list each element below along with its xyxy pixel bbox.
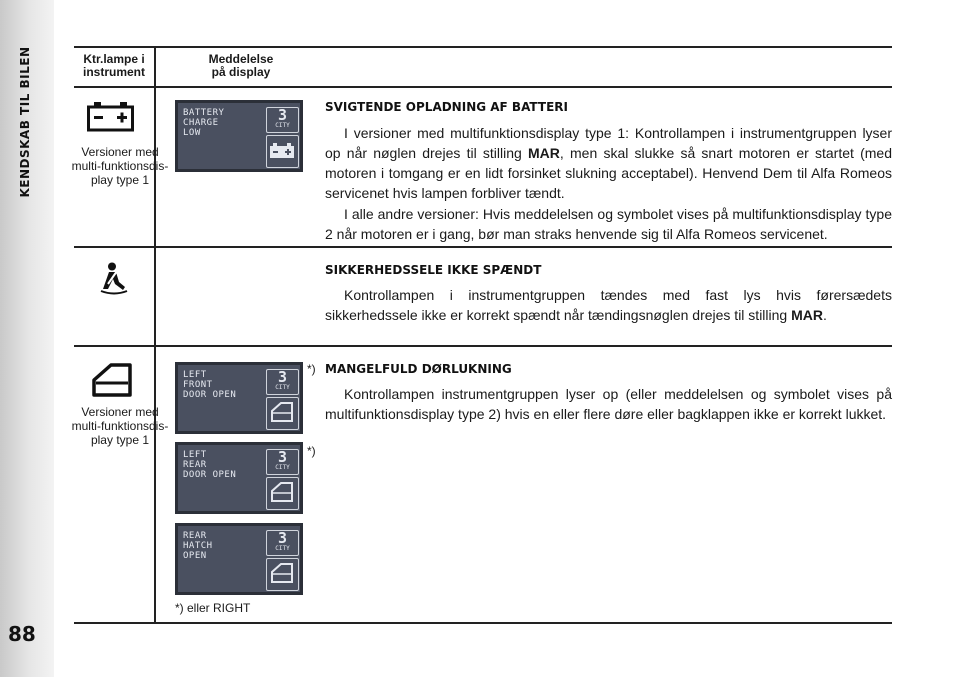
section-paragraph: Kontrollampen instrumentgruppen lyser op (eller meddelelsen og symbolet vises på multifunktionsdisplay type 2) hvis en eller flere døre eller bagklappen ikke er korrekt lukket. xyxy=(325,386,892,422)
paragraph-text: , men skal slukke så snart motoren er startet (med motoren i tomgang er en lidt forsinket slukning acceptabel). Henvend Dem til Alfa Romeos servicenet hvis lampen forbliver tændt. xyxy=(325,145,892,201)
version-note: Versioner med multi-funktionsdis-play type 1 xyxy=(71,145,169,187)
gear-indicator xyxy=(266,530,299,556)
battery-icon xyxy=(87,102,134,137)
column-header-display: Meddelelse på display xyxy=(208,52,274,79)
ignition-position: MAR xyxy=(528,145,560,161)
section-paragraph: I alle andre versioner: Hvis meddelelsen og symbolet vises på multifunktionsdisplay type 2 når motoren er i gang, bør man straks henvende sig til Alfa Romeos servicenet. xyxy=(325,206,892,242)
row-divider xyxy=(74,246,892,248)
paragraph-text: . xyxy=(823,307,827,323)
version-note: Versioner med multi-funktionsdis-play type 1 xyxy=(71,405,169,447)
display-screen xyxy=(175,523,303,595)
seatbelt-icon xyxy=(100,262,128,301)
gear-number: 3 xyxy=(277,368,288,386)
drive-mode: CITY xyxy=(275,384,290,391)
paragraph-text: Kontrollampen i instrumentgruppen tændes med fast lys hvis førersædets sikkerhedssele ikke er korrekt spændt når tændingsnøglen drejes til stilling xyxy=(325,287,892,323)
gear-number: 3 xyxy=(277,529,288,547)
drive-mode: CITY xyxy=(275,122,290,129)
gear-number: 3 xyxy=(277,448,288,466)
gear-indicator xyxy=(266,369,299,395)
door-open-icon xyxy=(266,397,299,430)
table-top-rule xyxy=(74,46,892,48)
chapter-title: KENDSKAB TIL BILEN xyxy=(18,46,32,198)
gear-indicator xyxy=(266,449,299,475)
section-paragraph xyxy=(325,285,892,325)
display-message: REAR HATCH OPEN xyxy=(183,531,213,561)
display-message: LEFT REAR DOOR OPEN xyxy=(183,450,237,480)
display-message: BATTERY CHARGE LOW xyxy=(183,108,225,138)
ignition-position: MAR xyxy=(791,307,823,323)
footnote-marker: *) xyxy=(307,362,316,376)
display-screen xyxy=(175,442,303,514)
paragraph-text: I versioner med multifunktionsdisplay type 1: Kontrollampen i instrumentgruppen lyser op når nøglen drejes til stilling xyxy=(325,125,892,161)
drive-mode: CITY xyxy=(275,545,290,552)
door-open-icon xyxy=(266,558,299,591)
section-title: MANGELFULD DØRLUKNING xyxy=(325,362,512,376)
row-divider xyxy=(74,345,892,347)
display-message: LEFT FRONT DOOR OPEN xyxy=(183,370,237,400)
display-screen xyxy=(175,362,303,434)
chapter-sidebar xyxy=(0,0,54,677)
footnote-marker: *) xyxy=(307,444,316,458)
column-divider xyxy=(154,46,156,624)
display-screen xyxy=(175,100,303,172)
door-open-icon xyxy=(91,362,133,403)
battery-icon xyxy=(266,135,299,168)
section-title: SIKKERHEDSSELE IKKE SPÆNDT xyxy=(325,263,542,277)
footnote: *) eller RIGHT xyxy=(175,601,251,615)
gear-indicator xyxy=(266,107,299,133)
column-header-indicator: Ktr.lampe i instrument xyxy=(82,52,145,79)
gear-number: 3 xyxy=(277,106,288,124)
section-paragraph xyxy=(325,123,892,203)
table-bottom-rule xyxy=(74,622,892,624)
door-open-icon xyxy=(266,477,299,510)
drive-mode: CITY xyxy=(275,464,290,471)
section-title: SVIGTENDE OPLADNING AF BATTERI xyxy=(325,100,568,114)
header-bottom-rule xyxy=(74,86,892,88)
page-number: 88 xyxy=(8,622,36,646)
